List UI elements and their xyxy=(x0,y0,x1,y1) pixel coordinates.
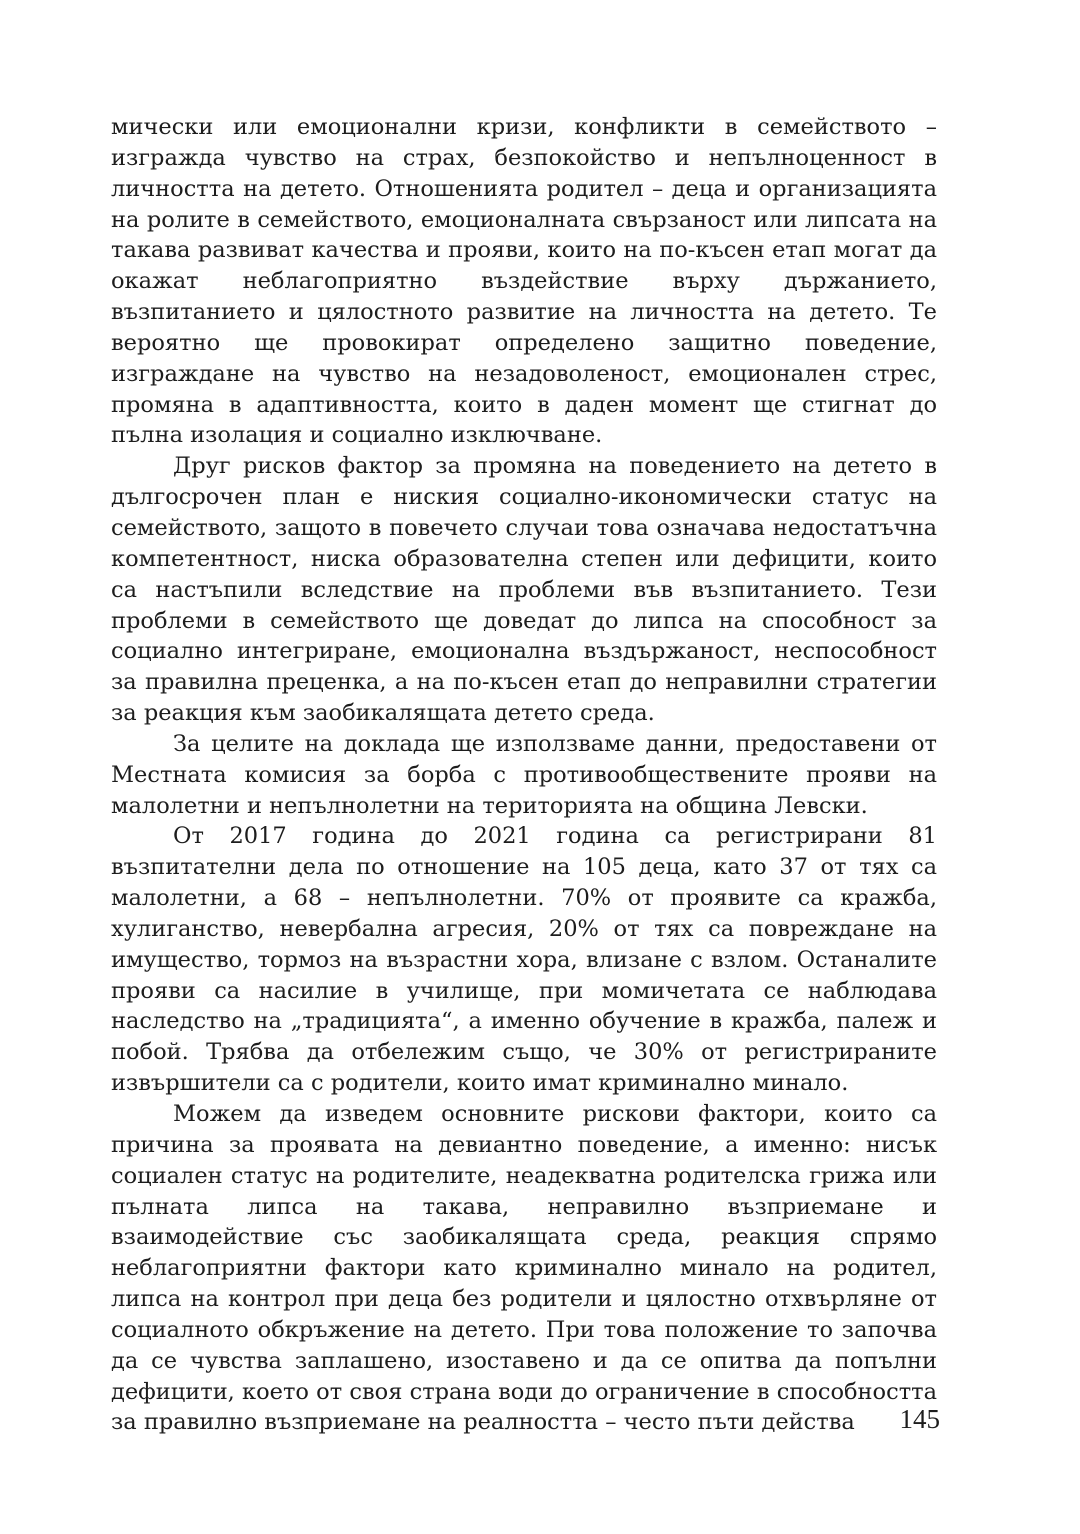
paragraph-main-risk-factors: Можем да изведем основните рискови фактори, които са причина за проявата на девиантно поведение, а именно: нисък социален статус на родителите, неадекватна родителска грижа или пълната липса на такава, неправилно възприемане и взаимодействие със заобикалящата среда, реакция спрямо неблагоприятни фактори като криминално минало на родител, липса на контрол при деца без родители и цялостно отхвърляне от социалното обкръжение на детето. При това положение то започва да се чувства заплашено, изоставено и да се опитва да попълни дефицити, което от своя страна води до ограничение в способността за правилно възприемане на реалността – често пъти действа xyxy=(111,1101,937,1436)
paragraph-report-data-source: За целите на доклада ще използваме данни, предоставени от Местната комисия за борба с противообществените прояви на малолетни и непълнолетни на територията на община Левски. xyxy=(111,730,937,819)
paragraph-risk-factor-socioeconomic: Друг рисков фактор за промяна на поведението на детето в дългосрочен план е ниския социално-икономически статус на семейството, защото в повечето случаи това означава недостатъчна компетентност, ниска образователна степен или дефицити, които са настъпили вследствие на проблеми във възпитанието. Тези проблеми в семейството ще доведат до липса на способност за социално интегриране, емоционална въздържаност, неспособност за правилна преценка, а на по-късен етап до неправилни стратегии за реакция към заобикалящата детето среда. xyxy=(111,453,937,727)
paragraph-continuation: мически или емоционални кризи, конфликти в семейството – изгражда чувство на страх, безпокойство и непълноценност в личността на детето. Отношенията родител – деца и организацията на ролите в семейството, емоционалната свързаност или липсата на такава развиват качества и прояви, които на по-късен етап могат да окажат неблагоприятно въздействие върху държанието, възпитанието и цялостното развитие на личността на детето. Те вероятно ще провокират определено защитно поведение, изграждане на чувство на незадоволеност, емоционален стрес, промяна в адаптивността, които в даден момент ще стигнат до пълна изолация и социално изключване. xyxy=(111,114,937,449)
paragraph-statistics: От 2017 година до 2021 година са регистрирани 81 възпитателни дела по отношение на 105 деца, като 37 от тях са малолетни, а 68 – непълнолетни. 70% от проявите са кражба, хулиганство, невербална агресия, 20% от тях са повреждане на имущество, тормоз на възрастни хора, влизане с взлом. Останалите прояви са насилие в училище, при момичетата се наблюдава наследство на „традицията“, а именно обучение в кражба, палеж и побой. Трябва да отбележим също, че 30% от регистрираните извършители са с родители, които имат криминално минало. xyxy=(111,823,937,1097)
page-number: 145 xyxy=(899,1404,940,1434)
body-text xyxy=(111,112,937,1438)
